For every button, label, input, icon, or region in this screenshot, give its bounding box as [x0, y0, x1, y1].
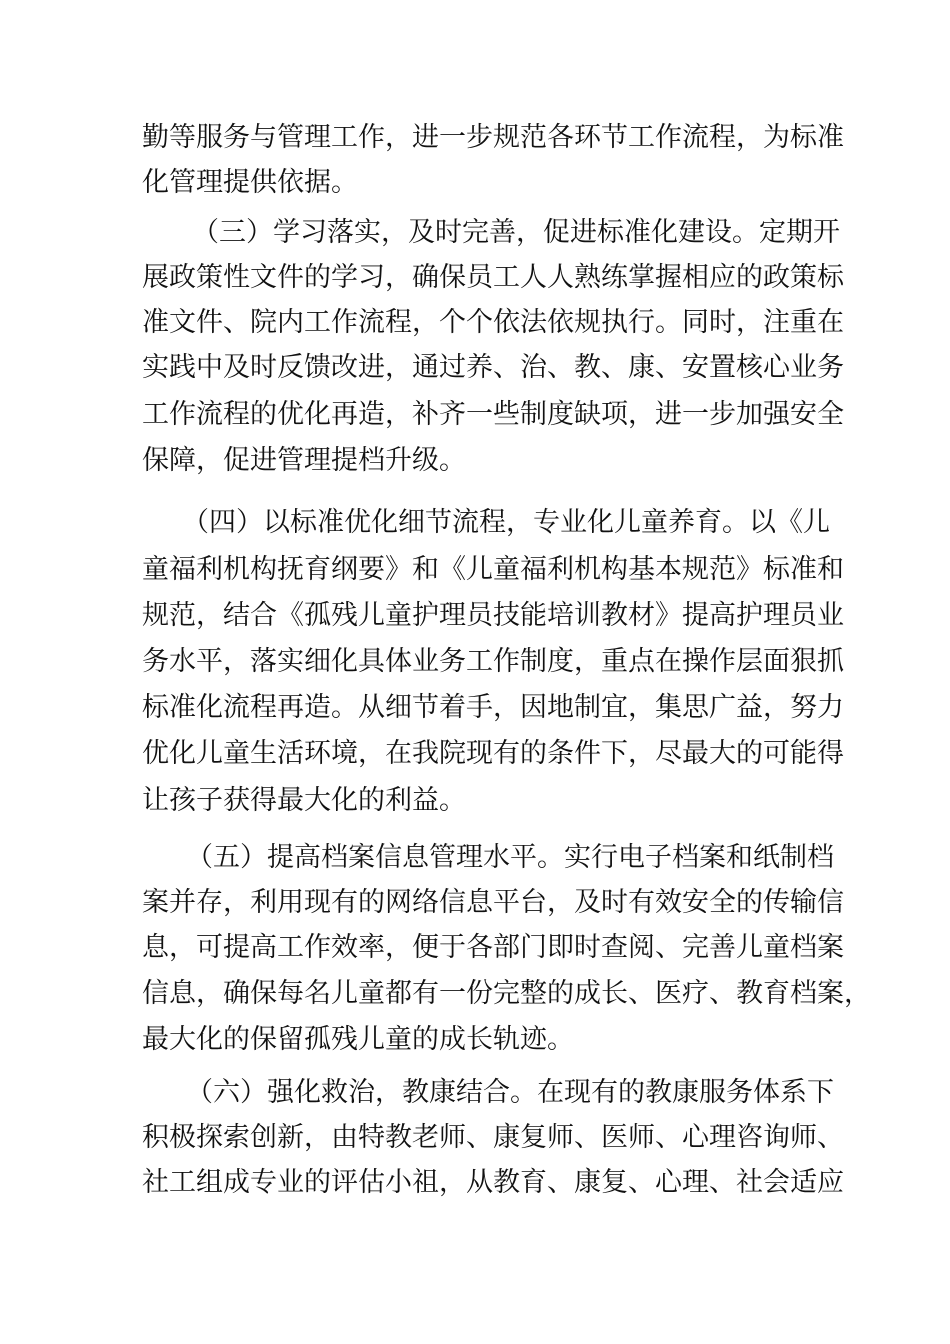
text-line: 信息，确保每名儿童都有一份完整的成长、医疗、教育档案， [142, 978, 871, 1009]
text-line: 准文件、院内工作流程，个个依法依规执行。同时，注重在 [142, 307, 844, 338]
text-line: 标准化流程再造。从细节着手，因地制宜，集思广益，努力 [142, 692, 844, 723]
paragraph-heading-line: （四）以标准优化细节流程，专业化儿童养育。以《儿 [182, 507, 830, 538]
text-line: 勤等服务与管理工作，进一步规范各环节工作流程，为标准 [142, 122, 844, 153]
text-line: 化管理提供依据。 [142, 167, 358, 198]
paragraph-heading-line: （六）强化救治，教康结合。在现有的教康服务体系下 [186, 1077, 834, 1108]
text-line: 积极探索创新，由特教老师、康复师、医师、心理咨询师、 [142, 1122, 844, 1153]
text-line: 规范，结合《孤残儿童护理员技能培训教材》提高护理员业 [142, 600, 844, 631]
text-line: 展政策性文件的学习，确保员工人人熟练掌握相应的政策标 [142, 262, 844, 293]
paragraph-heading-line: （五）提高档案信息管理水平。实行电子档案和纸制档 [186, 842, 834, 873]
text-line: 务水平，落实细化具体业务工作制度，重点在操作层面狠抓 [142, 646, 844, 677]
text-line: 社工组成专业的评估小祖，从教育、康复、心理、社会适应 [142, 1167, 844, 1198]
text-line: 让孩子获得最大化的利益。 [142, 785, 466, 816]
text-line: 最大化的保留孤残儿童的成长轨迹。 [142, 1024, 574, 1055]
paragraph-heading-line: （三）学习落实，及时完善，促进标准化建设。定期开 [192, 217, 840, 248]
text-line: 实践中及时反馈改进，通过养、治、教、康、安置核心业务 [142, 352, 844, 383]
text-line: 保障，促进管理提档升级。 [142, 445, 466, 476]
text-line: 息，可提高工作效率，便于各部门即时查阅、完善儿童档案 [142, 932, 844, 963]
text-line: 优化儿童生活环境，在我院现有的条件下，尽最大的可能得 [142, 738, 844, 769]
text-line: 童福利机构抚育纲要》和《儿童福利机构基本规范》标准和 [142, 554, 844, 585]
text-line: 工作流程的优化再造，补齐一些制度缺项，进一步加强安全 [142, 399, 844, 430]
text-line: 案并存，利用现有的网络信息平台，及时有效安全的传输信 [142, 887, 844, 918]
